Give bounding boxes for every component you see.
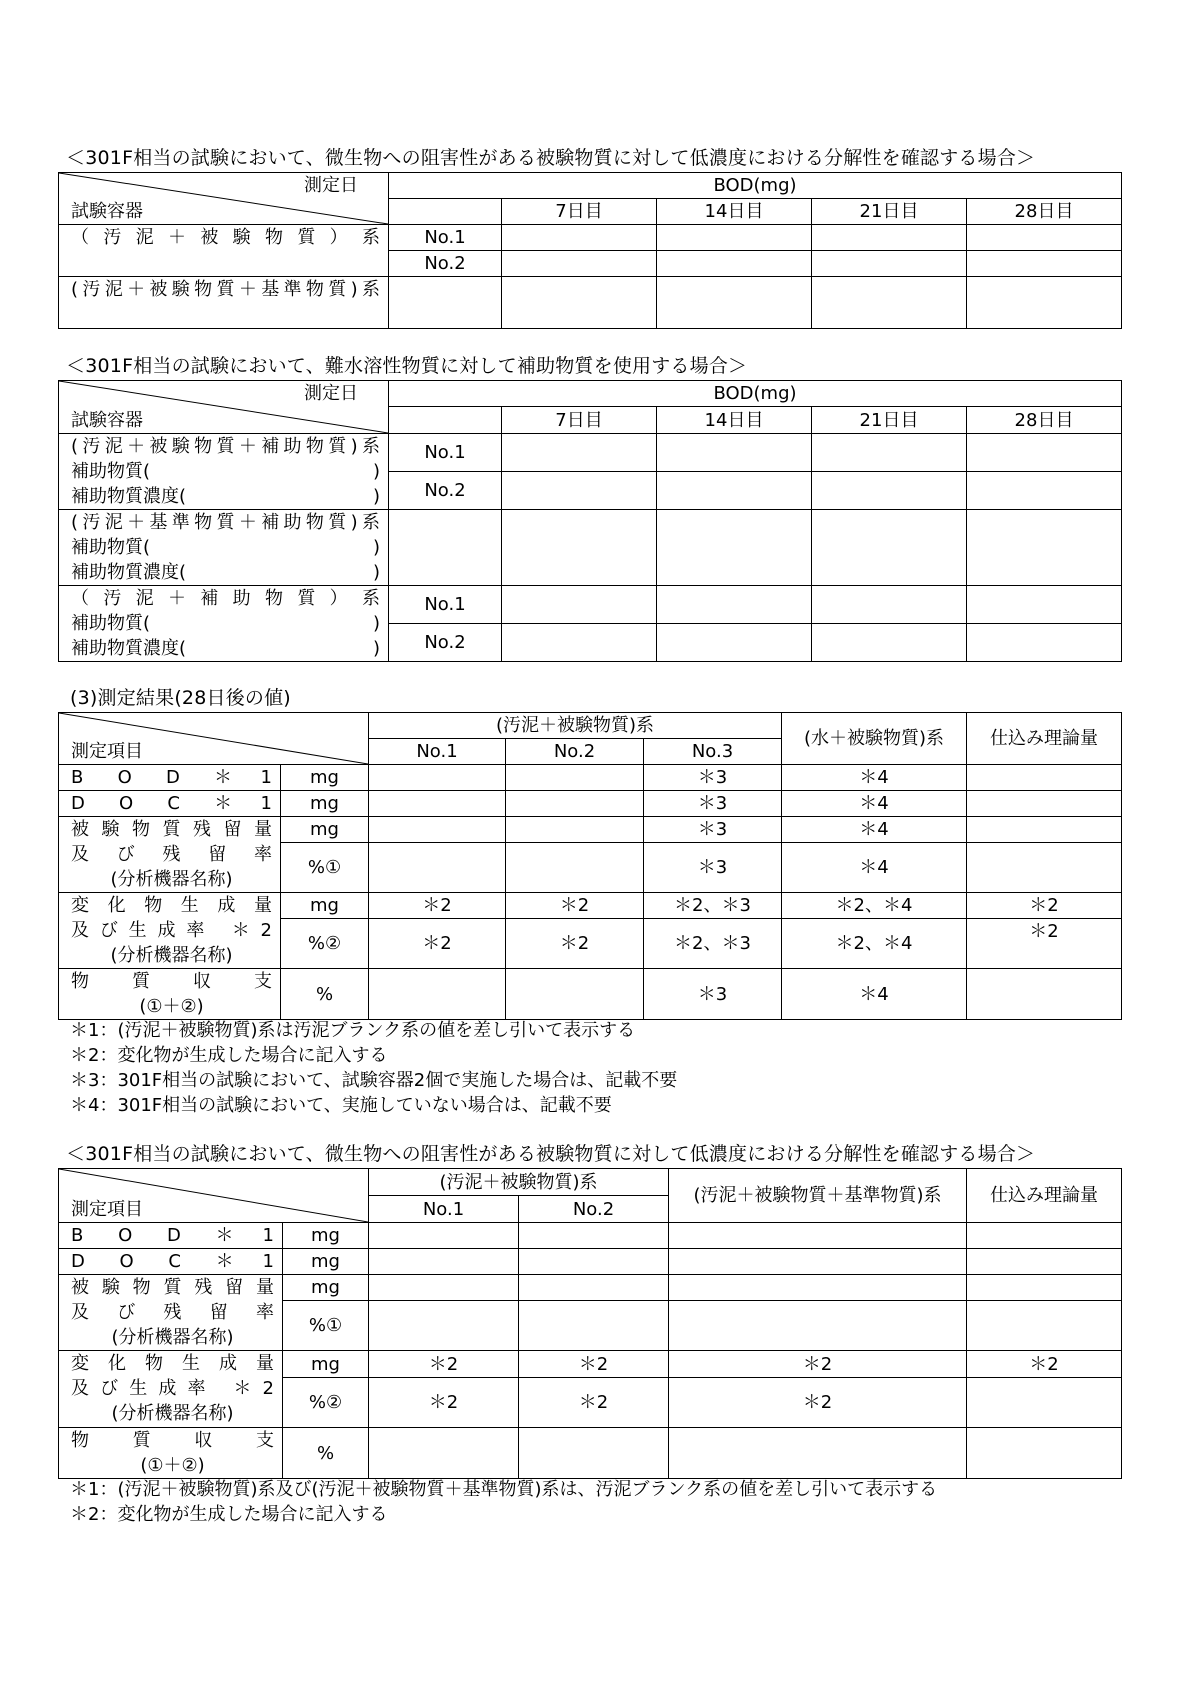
data-cell[interactable]: ＊3 [644, 969, 782, 1020]
footnote: ＊3：301F相当の試験において、試験容器2個で実施した場合は、記載不要 [70, 1070, 678, 1091]
data-cell[interactable] [657, 434, 812, 472]
bod-table-auxiliary [58, 380, 1122, 662]
data-cell[interactable] [812, 624, 967, 662]
row-label-residue [59, 1275, 283, 1351]
product-line2: 及び生成率 ＊2 [71, 920, 272, 941]
aux-label: 補助物質( [71, 613, 151, 634]
sub-label: No.1 [389, 434, 502, 472]
aux-label: 補助物質( [71, 537, 151, 558]
residue-line1: 被験物質残留量 [71, 1277, 274, 1298]
group-header: (汚泥＋被験物質)系 [369, 713, 782, 739]
data-cell[interactable]: ＊2、＊4 [782, 893, 967, 919]
data-cell[interactable] [519, 1249, 669, 1275]
group-header: (汚泥＋被験物質)系 [369, 1169, 669, 1196]
data-cell[interactable] [506, 817, 644, 843]
data-cell[interactable] [519, 1301, 669, 1351]
unit: mg [283, 1223, 369, 1249]
data-cell[interactable]: ＊4 [782, 765, 967, 791]
sub-label: No.1 [389, 586, 502, 624]
row-label-group [59, 586, 389, 662]
data-cell[interactable] [812, 251, 967, 277]
day-header: 14日目 [657, 407, 812, 434]
footnote: ＊4：301F相当の試験において、実施していない場合は、記載不要 [70, 1095, 612, 1116]
data-cell[interactable] [669, 1249, 967, 1275]
data-cell[interactable] [502, 586, 657, 624]
sub-label: No.2 [389, 472, 502, 510]
data-cell[interactable]: ＊4 [782, 817, 967, 843]
corner-top-label: 測定日 [304, 175, 358, 196]
data-cell[interactable] [812, 225, 967, 251]
data-cell[interactable]: ＊2 [369, 893, 506, 919]
data-cell[interactable] [812, 472, 967, 510]
data-cell[interactable]: ＊2 [519, 1351, 669, 1378]
data-cell[interactable] [657, 586, 812, 624]
aux-label: 補助物質( [71, 461, 151, 482]
unit: %② [281, 919, 369, 969]
data-cell[interactable]: ＊3 [644, 791, 782, 817]
corner-header [59, 381, 389, 434]
data-cell[interactable] [657, 472, 812, 510]
row-label-balance [59, 969, 281, 1020]
data-cell[interactable] [657, 624, 812, 662]
data-cell[interactable] [369, 765, 506, 791]
footnote: ＊1：(汚泥＋被験物質)系及び(汚泥＋被験物質＋基準物質)系は、汚泥ブランク系の値を差し引いて表示する [70, 1479, 938, 1500]
data-cell[interactable] [369, 843, 506, 893]
data-cell[interactable] [812, 434, 967, 472]
data-cell[interactable] [502, 472, 657, 510]
data-cell[interactable] [506, 765, 644, 791]
data-cell[interactable] [369, 1249, 519, 1275]
data-cell[interactable] [669, 1428, 967, 1479]
results-table-inhibitory [58, 1168, 1122, 1479]
balance-line1: 物質収支 [71, 971, 272, 992]
data-cell[interactable] [369, 969, 506, 1020]
row-label-residue [59, 817, 281, 893]
sub-header: No.1 [369, 1196, 519, 1223]
data-cell[interactable] [967, 791, 1122, 817]
data-cell[interactable] [967, 1275, 1122, 1301]
data-cell[interactable] [519, 1223, 669, 1249]
data-cell[interactable] [502, 434, 657, 472]
header-blank [389, 199, 502, 225]
data-cell[interactable]: ＊2 [369, 1351, 519, 1378]
data-cell[interactable]: ＊4 [782, 791, 967, 817]
unit: mg [281, 817, 369, 843]
row-label-group [59, 510, 389, 586]
data-cell[interactable]: ＊3 [644, 765, 782, 791]
sub-label: No.2 [389, 624, 502, 662]
corner-header [59, 1169, 369, 1223]
close-paren: ) [372, 638, 380, 659]
corner-header [59, 713, 369, 765]
row-label-doc: D O C ＊1 [59, 1249, 283, 1275]
data-cell[interactable] [967, 510, 1122, 586]
footnote: ＊1：(汚泥＋被験物質)系は汚泥ブランク系の値を差し引いて表示する [70, 1020, 636, 1041]
data-cell[interactable] [669, 1275, 967, 1301]
data-cell[interactable] [657, 277, 812, 329]
row-label: （汚泥＋補助物質）系 [71, 588, 380, 609]
data-cell[interactable]: ＊2、＊4 [782, 919, 967, 969]
corner-top-label: 測定日 [304, 383, 358, 404]
data-cell[interactable] [502, 225, 657, 251]
row-label: (汚泥＋基準物質＋補助物質)系 [71, 512, 380, 533]
day-header: 28日目 [967, 407, 1122, 434]
data-cell[interactable]: ＊3 [644, 843, 782, 893]
close-paren: ) [372, 486, 380, 507]
data-cell[interactable]: ＊2 [369, 919, 506, 969]
residue-line3: (分析機器名称) [111, 1327, 234, 1348]
row-label: （汚泥＋被験物質）系 [59, 225, 389, 277]
unit: %② [283, 1378, 369, 1428]
row-label: (汚泥＋被験物質＋補助物質)系 [71, 436, 380, 457]
data-cell[interactable]: ＊2 [967, 893, 1122, 919]
data-cell[interactable] [669, 1301, 967, 1351]
product-line1: 変化物生成量 [71, 895, 272, 916]
data-cell[interactable]: ＊2 [369, 1378, 519, 1428]
data-cell[interactable] [967, 1428, 1122, 1479]
sub-header: No.2 [506, 739, 644, 765]
close-paren: ) [372, 537, 380, 558]
row-label-product [59, 893, 281, 969]
data-cell[interactable] [967, 817, 1122, 843]
footnote: ＊2：変化物が生成した場合に記入する [70, 1504, 388, 1525]
data-cell[interactable] [502, 624, 657, 662]
data-cell[interactable] [967, 624, 1122, 662]
day-header: 28日目 [967, 199, 1122, 225]
corner-label: 測定項目 [71, 741, 143, 762]
data-cell[interactable]: ＊3 [644, 817, 782, 843]
row-label-balance [59, 1428, 283, 1479]
data-cell[interactable] [519, 1428, 669, 1479]
sub-header: No.3 [644, 739, 782, 765]
data-cell[interactable] [506, 843, 644, 893]
data-cell[interactable]: ＊2 [506, 893, 644, 919]
data-cell[interactable] [967, 251, 1122, 277]
close-paren: ) [372, 461, 380, 482]
data-cell[interactable] [967, 765, 1122, 791]
data-cell[interactable] [967, 434, 1122, 472]
footnote: ＊2：変化物が生成した場合に記入する [70, 1045, 388, 1066]
residue-line3: (分析機器名称) [110, 869, 233, 890]
data-cell[interactable]: ＊4 [782, 969, 967, 1020]
aux-conc-label: 補助物質濃度( [71, 486, 187, 507]
sub-label: No.1 [389, 225, 502, 251]
data-cell[interactable] [967, 1301, 1122, 1351]
data-cell[interactable] [812, 277, 967, 329]
combo-header: (汚泥＋被験物質＋基準物質)系 [669, 1169, 967, 1223]
close-paren: ) [372, 562, 380, 583]
data-cell[interactable] [369, 791, 506, 817]
data-cell[interactable] [369, 1275, 519, 1301]
row-label-product [59, 1351, 283, 1428]
data-cell[interactable] [967, 225, 1122, 251]
product-line3: (分析機器名称) [111, 1403, 234, 1424]
day-header: 7日目 [502, 407, 657, 434]
row-label-bod: B O D ＊1 [59, 765, 281, 791]
results-table [58, 712, 1122, 1020]
unit: mg [281, 765, 369, 791]
data-cell[interactable] [506, 969, 644, 1020]
data-cell[interactable]: ＊4 [782, 843, 967, 893]
unit: mg [283, 1249, 369, 1275]
day-header: 14日目 [657, 199, 812, 225]
unit: % [281, 969, 369, 1020]
sub-label [389, 277, 502, 329]
data-cell[interactable] [967, 1249, 1122, 1275]
data-cell[interactable] [502, 510, 657, 586]
data-cell[interactable] [967, 969, 1122, 1020]
section3-caption: (3)測定結果(28日後の値) [70, 687, 291, 709]
data-cell[interactable] [967, 277, 1122, 329]
product-line2: 及び生成率 ＊2 [71, 1378, 274, 1399]
unit: mg [281, 791, 369, 817]
product-line1: 変化物生成量 [71, 1353, 274, 1374]
unit: mg [283, 1351, 369, 1378]
data-cell[interactable] [502, 251, 657, 277]
data-cell[interactable] [369, 817, 506, 843]
sub-label [389, 510, 502, 586]
balance-line1: 物質収支 [71, 1430, 274, 1451]
data-cell[interactable]: ＊2 [506, 919, 644, 969]
data-cell[interactable]: ＊2、＊3 [644, 893, 782, 919]
row-label-doc: D O C ＊1 [59, 791, 281, 817]
sub-header: No.1 [369, 739, 506, 765]
corner-bottom-label: 試験容器 [71, 201, 143, 222]
bod-header: BOD(mg) [389, 381, 1122, 407]
data-cell[interactable] [369, 1223, 519, 1249]
section1-caption: ＜301F相当の試験において、微生物への阻害性がある被験物質に対して低濃度における分解性を確認する場合＞ [66, 147, 1036, 169]
row-label: (汚泥＋被験物質＋基準物質)系 [59, 277, 389, 329]
data-cell[interactable] [657, 225, 812, 251]
residue-line1: 被験物質残留量 [71, 819, 272, 840]
data-cell[interactable]: ＊2 [669, 1351, 967, 1378]
data-cell[interactable] [669, 1223, 967, 1249]
sub-header: No.2 [519, 1196, 669, 1223]
sub-label: No.2 [389, 251, 502, 277]
theory-header: 仕込み理論量 [967, 1169, 1122, 1223]
balance-line2: (①＋②) [140, 1455, 205, 1476]
balance-line2: (①＋②) [139, 996, 204, 1017]
bod-header: BOD(mg) [389, 173, 1122, 199]
data-cell[interactable] [506, 791, 644, 817]
unit: mg [283, 1275, 369, 1301]
row-label-bod: B O D ＊1 [59, 1223, 283, 1249]
residue-line2: 及び残留率 [71, 844, 272, 865]
data-cell[interactable] [657, 251, 812, 277]
header-blank [389, 407, 502, 434]
unit: % [283, 1428, 369, 1479]
data-cell[interactable] [967, 586, 1122, 624]
bod-table-inhibitory [58, 172, 1122, 329]
data-cell[interactable]: ＊2 [967, 1351, 1122, 1378]
data-cell[interactable]: ＊2 [669, 1378, 967, 1428]
row-label-group [59, 434, 389, 510]
aux-conc-label: 補助物質濃度( [71, 562, 187, 583]
aux-conc-label: 補助物質濃度( [71, 638, 187, 659]
day-header: 21日目 [812, 199, 967, 225]
corner-header [59, 173, 389, 225]
data-cell[interactable] [967, 1378, 1122, 1428]
unit: %① [283, 1301, 369, 1351]
product-line3: (分析機器名称) [110, 945, 233, 966]
data-cell[interactable]: ＊2 [967, 919, 1122, 969]
data-cell[interactable]: ＊2、＊3 [644, 919, 782, 969]
theory-header: 仕込み理論量 [967, 713, 1122, 765]
data-cell[interactable] [369, 1301, 519, 1351]
data-cell[interactable] [502, 277, 657, 329]
residue-line2: 及び残留率 [71, 1302, 274, 1323]
data-cell[interactable] [967, 843, 1122, 893]
section4-caption: ＜301F相当の試験において、微生物への阻害性がある被験物質に対して低濃度における分解性を確認する場合＞ [66, 1143, 1036, 1165]
data-cell[interactable] [657, 510, 812, 586]
section2-caption: ＜301F相当の試験において、難水溶性物質に対して補助物質を使用する場合＞ [66, 355, 748, 377]
close-paren: ) [372, 613, 380, 634]
corner-bottom-label: 試験容器 [71, 410, 143, 431]
unit: %① [281, 843, 369, 893]
corner-label: 測定項目 [71, 1199, 143, 1220]
data-cell[interactable] [519, 1275, 669, 1301]
day-header: 7日目 [502, 199, 657, 225]
data-cell[interactable] [369, 1428, 519, 1479]
data-cell[interactable] [812, 510, 967, 586]
day-header: 21日目 [812, 407, 967, 434]
unit: mg [281, 893, 369, 919]
water-header: (水＋被験物質)系 [782, 713, 967, 765]
data-cell[interactable] [812, 586, 967, 624]
data-cell[interactable]: ＊2 [519, 1378, 669, 1428]
data-cell[interactable] [967, 472, 1122, 510]
data-cell[interactable] [967, 1223, 1122, 1249]
